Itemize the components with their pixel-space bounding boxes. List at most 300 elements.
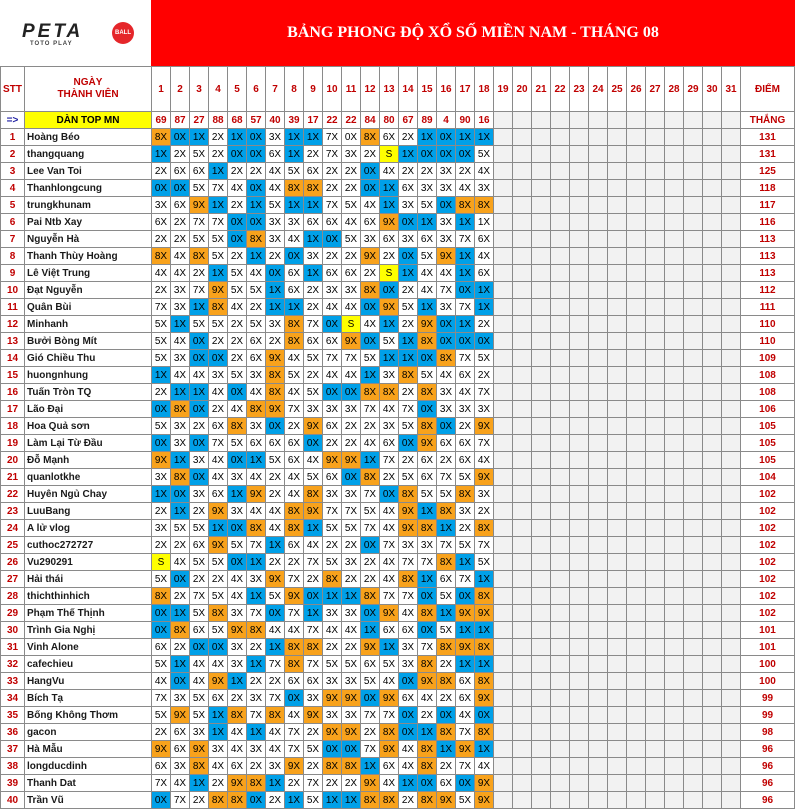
empty-cell <box>551 197 570 214</box>
result-cell: 6X <box>190 537 209 554</box>
result-cell: 2X <box>266 554 285 571</box>
result-cell: 6X <box>342 265 361 282</box>
empty-cell <box>551 775 570 792</box>
empty-cell <box>513 401 532 418</box>
empty-cell <box>722 265 741 282</box>
result-cell: 4X <box>171 367 190 384</box>
result-cell: 1X <box>456 316 475 333</box>
result-cell: 9X <box>323 724 342 741</box>
result-cell: 6X <box>171 724 190 741</box>
table-row <box>1 554 795 571</box>
empty-cell <box>494 537 513 554</box>
empty-cell <box>703 537 722 554</box>
result-cell: 5X <box>342 520 361 537</box>
result-cell: 3X <box>152 197 171 214</box>
result-cell: 3X <box>209 367 228 384</box>
result-cell: 0X <box>475 333 494 350</box>
result-cell: 9X <box>437 248 456 265</box>
result-cell: 6X <box>285 265 304 282</box>
empty-cell <box>513 299 532 316</box>
empty-cell <box>608 401 627 418</box>
empty-cell <box>665 588 684 605</box>
empty-cell <box>646 486 665 503</box>
empty-cell <box>684 639 703 656</box>
result-cell: 0X <box>437 129 456 146</box>
result-cell: 1X <box>418 214 437 231</box>
empty-cell <box>703 724 722 741</box>
result-cell: 5X <box>437 588 456 605</box>
empty-cell <box>665 265 684 282</box>
result-cell: 9X <box>456 605 475 622</box>
result-cell: 8X <box>285 503 304 520</box>
result-cell: 3X <box>399 537 418 554</box>
empty-cell <box>570 571 589 588</box>
empty-cell <box>513 639 532 656</box>
result-cell: 1X <box>304 520 323 537</box>
result-cell: 0X <box>456 588 475 605</box>
result-cell: 6X <box>475 265 494 282</box>
result-cell: 8X <box>285 639 304 656</box>
empty-cell <box>608 469 627 486</box>
result-cell: 6X <box>209 690 228 707</box>
empty-cell <box>665 231 684 248</box>
result-cell: 2X <box>304 571 323 588</box>
empty-cell <box>494 724 513 741</box>
result-cell: 8X <box>228 707 247 724</box>
result-cell: 1X <box>418 299 437 316</box>
result-cell: 0X <box>285 248 304 265</box>
result-cell: 9X <box>361 248 380 265</box>
result-cell: 1X <box>323 588 342 605</box>
result-cell: 9X <box>380 690 399 707</box>
empty-cell <box>608 690 627 707</box>
result-cell: 3X <box>304 401 323 418</box>
result-cell: 9X <box>475 792 494 809</box>
empty-cell <box>551 758 570 775</box>
empty-cell <box>684 333 703 350</box>
member-name: Bưởi Bòng Mít <box>25 333 152 350</box>
result-cell: 4X <box>266 724 285 741</box>
empty-cell <box>646 265 665 282</box>
result-cell: 6X <box>247 350 266 367</box>
logo-subtitle: TOTO PLAY <box>30 41 73 47</box>
empty-cell <box>570 452 589 469</box>
result-cell: 4X <box>399 758 418 775</box>
empty-cell <box>551 741 570 758</box>
result-cell: 0X <box>361 180 380 197</box>
member-name: trungkhunam <box>25 197 152 214</box>
result-cell: 3X <box>266 316 285 333</box>
row-score: 102 <box>741 554 795 571</box>
empty-cell <box>589 486 608 503</box>
result-cell: 5X <box>399 469 418 486</box>
result-cell: 4X <box>209 384 228 401</box>
result-cell: 4X <box>171 554 190 571</box>
header-row <box>1 67 795 112</box>
member-name: Làm Lại Từ Đầu <box>25 435 152 452</box>
row-score: 98 <box>741 724 795 741</box>
result-cell: 8X <box>475 673 494 690</box>
result-cell: 6X <box>437 571 456 588</box>
empty-cell <box>665 775 684 792</box>
result-cell: 4X <box>475 452 494 469</box>
day-header: 23 <box>570 67 589 112</box>
member-name: Hải thái <box>25 571 152 588</box>
result-cell: 9X <box>437 792 456 809</box>
empty-cell <box>551 350 570 367</box>
empty-cell <box>513 520 532 537</box>
empty-cell <box>570 197 589 214</box>
result-cell: 6X <box>247 333 266 350</box>
empty-cell <box>589 724 608 741</box>
empty-cell <box>627 146 646 163</box>
result-cell: 2X <box>418 163 437 180</box>
empty-cell <box>665 707 684 724</box>
result-cell: 7X <box>456 299 475 316</box>
empty-cell <box>532 367 551 384</box>
result-cell: 8X <box>304 639 323 656</box>
result-cell: 5X <box>266 588 285 605</box>
empty-cell <box>646 656 665 673</box>
result-cell: 0X <box>418 622 437 639</box>
result-cell: 4X <box>323 299 342 316</box>
empty-cell <box>646 248 665 265</box>
empty-cell <box>608 316 627 333</box>
result-cell: 5X <box>152 571 171 588</box>
result-cell: 0X <box>361 333 380 350</box>
result-cell: 1X <box>190 299 209 316</box>
result-cell: 1X <box>285 299 304 316</box>
result-cell: 4X <box>152 673 171 690</box>
result-cell: 0X <box>247 792 266 809</box>
result-cell: 4X <box>304 537 323 554</box>
result-cell: 5X <box>228 282 247 299</box>
result-cell: 2X <box>266 333 285 350</box>
row-stt: 21 <box>1 469 25 486</box>
empty-cell <box>532 197 551 214</box>
empty-cell <box>684 605 703 622</box>
empty-cell <box>703 367 722 384</box>
row-score: 96 <box>741 775 795 792</box>
result-cell: 1X <box>266 537 285 554</box>
row-stt: 18 <box>1 418 25 435</box>
result-cell: 7X <box>361 486 380 503</box>
logo-text: PETA <box>22 21 84 42</box>
result-cell: 6X <box>323 214 342 231</box>
result-cell: 2X <box>190 265 209 282</box>
empty-cell <box>551 537 570 554</box>
result-cell: 0X <box>304 588 323 605</box>
result-cell: 2X <box>361 146 380 163</box>
empty-cell <box>722 741 741 758</box>
empty-cell <box>703 112 722 129</box>
table-row <box>1 707 795 724</box>
empty-cell <box>532 741 551 758</box>
result-cell: 1X <box>437 520 456 537</box>
result-cell: 3X <box>361 231 380 248</box>
result-cell: 0X <box>342 469 361 486</box>
result-cell: 9X <box>342 452 361 469</box>
result-cell: 9X <box>399 520 418 537</box>
result-cell: 3X <box>247 690 266 707</box>
result-cell: 9X <box>209 537 228 554</box>
result-cell: 6X <box>456 435 475 452</box>
result-cell: 8X <box>209 792 228 809</box>
result-cell: 4X <box>361 197 380 214</box>
result-cell: 1X <box>285 146 304 163</box>
empty-cell <box>646 129 665 146</box>
empty-cell <box>494 367 513 384</box>
result-cell: 8X <box>342 758 361 775</box>
result-cell: 1X <box>266 299 285 316</box>
result-cell: 6X <box>380 758 399 775</box>
result-cell: 1X <box>456 622 475 639</box>
result-cell: 9X <box>285 588 304 605</box>
row-score: 102 <box>741 520 795 537</box>
empty-cell <box>646 741 665 758</box>
result-cell: 7X <box>342 350 361 367</box>
result-cell: 5X <box>304 350 323 367</box>
empty-cell <box>608 112 627 129</box>
result-cell: 4X <box>285 231 304 248</box>
empty-cell <box>608 741 627 758</box>
result-cell: 7X <box>323 503 342 520</box>
row-stt: 11 <box>1 299 25 316</box>
row-score: 102 <box>741 486 795 503</box>
result-cell: 4X <box>380 503 399 520</box>
result-cell: 5X <box>456 792 475 809</box>
table-row <box>1 690 795 707</box>
member-name: Gió Chiều Thu <box>25 350 152 367</box>
result-cell: 8X <box>285 333 304 350</box>
result-cell: 4X <box>285 622 304 639</box>
row-stt: 39 <box>1 775 25 792</box>
result-cell: 4X <box>361 435 380 452</box>
row-score: 131 <box>741 129 795 146</box>
empty-cell <box>608 605 627 622</box>
empty-cell <box>646 214 665 231</box>
empty-cell <box>551 265 570 282</box>
result-cell: 3X <box>342 146 361 163</box>
empty-cell <box>570 418 589 435</box>
result-cell: 0X <box>380 282 399 299</box>
result-cell: 5X <box>152 656 171 673</box>
table-row <box>1 486 795 503</box>
result-cell: 3X <box>437 299 456 316</box>
result-cell: 8X <box>247 775 266 792</box>
empty-cell <box>703 435 722 452</box>
empty-cell <box>684 248 703 265</box>
result-cell: 5X <box>152 418 171 435</box>
result-cell: 6X <box>361 656 380 673</box>
empty-cell <box>722 367 741 384</box>
empty-cell <box>722 724 741 741</box>
empty-cell <box>722 163 741 180</box>
result-cell: 5X <box>399 418 418 435</box>
row-score: 106 <box>741 401 795 418</box>
empty-cell <box>722 690 741 707</box>
table-row <box>1 520 795 537</box>
result-cell: 1X <box>475 282 494 299</box>
table-row <box>1 758 795 775</box>
result-cell: 7X <box>361 741 380 758</box>
result-cell: 7X <box>323 129 342 146</box>
result-cell: 1X <box>247 588 266 605</box>
row-stt: 16 <box>1 384 25 401</box>
empty-cell <box>513 724 532 741</box>
result-cell: 1X <box>418 724 437 741</box>
result-cell: 8X <box>247 401 266 418</box>
empty-cell <box>570 656 589 673</box>
empty-cell <box>703 231 722 248</box>
result-cell: 3X <box>266 129 285 146</box>
result-cell: 1X <box>456 554 475 571</box>
dan-number: 88 <box>209 112 228 129</box>
result-cell: 3X <box>399 639 418 656</box>
result-cell: 0X <box>152 605 171 622</box>
result-cell: 8X <box>266 367 285 384</box>
result-cell: 8X <box>437 503 456 520</box>
result-cell: 0X <box>418 588 437 605</box>
empty-cell <box>608 639 627 656</box>
result-cell: 5X <box>190 520 209 537</box>
empty-cell <box>513 537 532 554</box>
empty-cell <box>627 724 646 741</box>
table-row <box>1 163 795 180</box>
result-cell: 3X <box>266 231 285 248</box>
result-cell: 8X <box>209 299 228 316</box>
result-cell: 3X <box>228 605 247 622</box>
empty-cell <box>646 316 665 333</box>
result-cell: 0X <box>228 554 247 571</box>
result-cell: 3X <box>380 367 399 384</box>
result-cell: 9X <box>266 571 285 588</box>
result-cell: 3X <box>228 656 247 673</box>
result-cell: 1X <box>228 129 247 146</box>
empty-cell <box>494 792 513 809</box>
result-cell: 5X <box>323 554 342 571</box>
empty-cell <box>703 775 722 792</box>
result-cell: 5X <box>209 231 228 248</box>
result-cell: 0X <box>418 401 437 418</box>
result-cell: 1X <box>209 265 228 282</box>
empty-cell <box>665 469 684 486</box>
result-cell: 1X <box>323 792 342 809</box>
result-cell: 1X <box>228 486 247 503</box>
result-cell: 2X <box>209 775 228 792</box>
result-cell: 6X <box>380 231 399 248</box>
result-cell: 8X <box>418 520 437 537</box>
empty-cell <box>570 469 589 486</box>
empty-cell <box>532 724 551 741</box>
result-cell: 1X <box>456 265 475 282</box>
empty-cell <box>551 333 570 350</box>
empty-cell <box>703 741 722 758</box>
row-score: 105 <box>741 418 795 435</box>
member-name: Phạm Thế Thịnh <box>25 605 152 622</box>
result-cell: 2X <box>209 401 228 418</box>
empty-cell <box>665 622 684 639</box>
result-cell: 3X <box>342 707 361 724</box>
result-cell: 0X <box>437 197 456 214</box>
empty-cell <box>589 656 608 673</box>
empty-cell <box>589 282 608 299</box>
result-cell: 2X <box>323 639 342 656</box>
result-cell: 9X <box>304 707 323 724</box>
result-cell: 1X <box>171 452 190 469</box>
result-cell: 5X <box>361 503 380 520</box>
row-score: 113 <box>741 231 795 248</box>
result-cell: 1X <box>456 656 475 673</box>
result-cell: 5X <box>475 554 494 571</box>
result-cell: 6X <box>361 214 380 231</box>
result-cell: 1X <box>361 622 380 639</box>
result-cell: 9X <box>266 350 285 367</box>
result-cell: 5X <box>266 452 285 469</box>
empty-cell <box>684 588 703 605</box>
result-cell: 5X <box>285 367 304 384</box>
result-cell: 0X <box>152 180 171 197</box>
result-cell: 0X <box>247 146 266 163</box>
result-cell: 8X <box>437 639 456 656</box>
table-row <box>1 622 795 639</box>
result-cell: 3X <box>190 486 209 503</box>
empty-cell <box>665 248 684 265</box>
empty-cell <box>570 146 589 163</box>
result-cell: 6X <box>190 622 209 639</box>
result-cell: 3X <box>323 707 342 724</box>
name-header <box>25 67 152 112</box>
day-header: 27 <box>646 67 665 112</box>
empty-cell <box>627 367 646 384</box>
empty-cell <box>684 758 703 775</box>
row-score: 112 <box>741 282 795 299</box>
result-cell: 0X <box>190 469 209 486</box>
result-cell: 8X <box>247 520 266 537</box>
row-stt: 6 <box>1 214 25 231</box>
table-row <box>1 197 795 214</box>
empty-cell <box>494 265 513 282</box>
result-cell: 4X <box>228 180 247 197</box>
result-cell: 5X <box>437 486 456 503</box>
empty-cell <box>722 401 741 418</box>
day-header: 11 <box>342 67 361 112</box>
empty-cell <box>684 180 703 197</box>
title-banner <box>151 0 795 66</box>
empty-cell <box>494 316 513 333</box>
empty-cell <box>513 503 532 520</box>
result-cell: 9X <box>266 401 285 418</box>
result-cell: 0X <box>190 639 209 656</box>
empty-cell <box>684 231 703 248</box>
empty-cell <box>684 503 703 520</box>
empty-cell <box>665 197 684 214</box>
result-cell: 1X <box>152 146 171 163</box>
dan-number: 17 <box>304 112 323 129</box>
empty-cell <box>532 588 551 605</box>
result-cell: 2X <box>342 639 361 656</box>
result-cell: 6X <box>209 486 228 503</box>
empty-cell <box>627 265 646 282</box>
result-cell: 0X <box>399 724 418 741</box>
day-header: 16 <box>437 67 456 112</box>
empty-cell <box>627 673 646 690</box>
empty-cell <box>627 299 646 316</box>
table-row <box>1 588 795 605</box>
result-cell: 1X <box>190 129 209 146</box>
empty-cell <box>551 384 570 401</box>
empty-cell <box>627 231 646 248</box>
